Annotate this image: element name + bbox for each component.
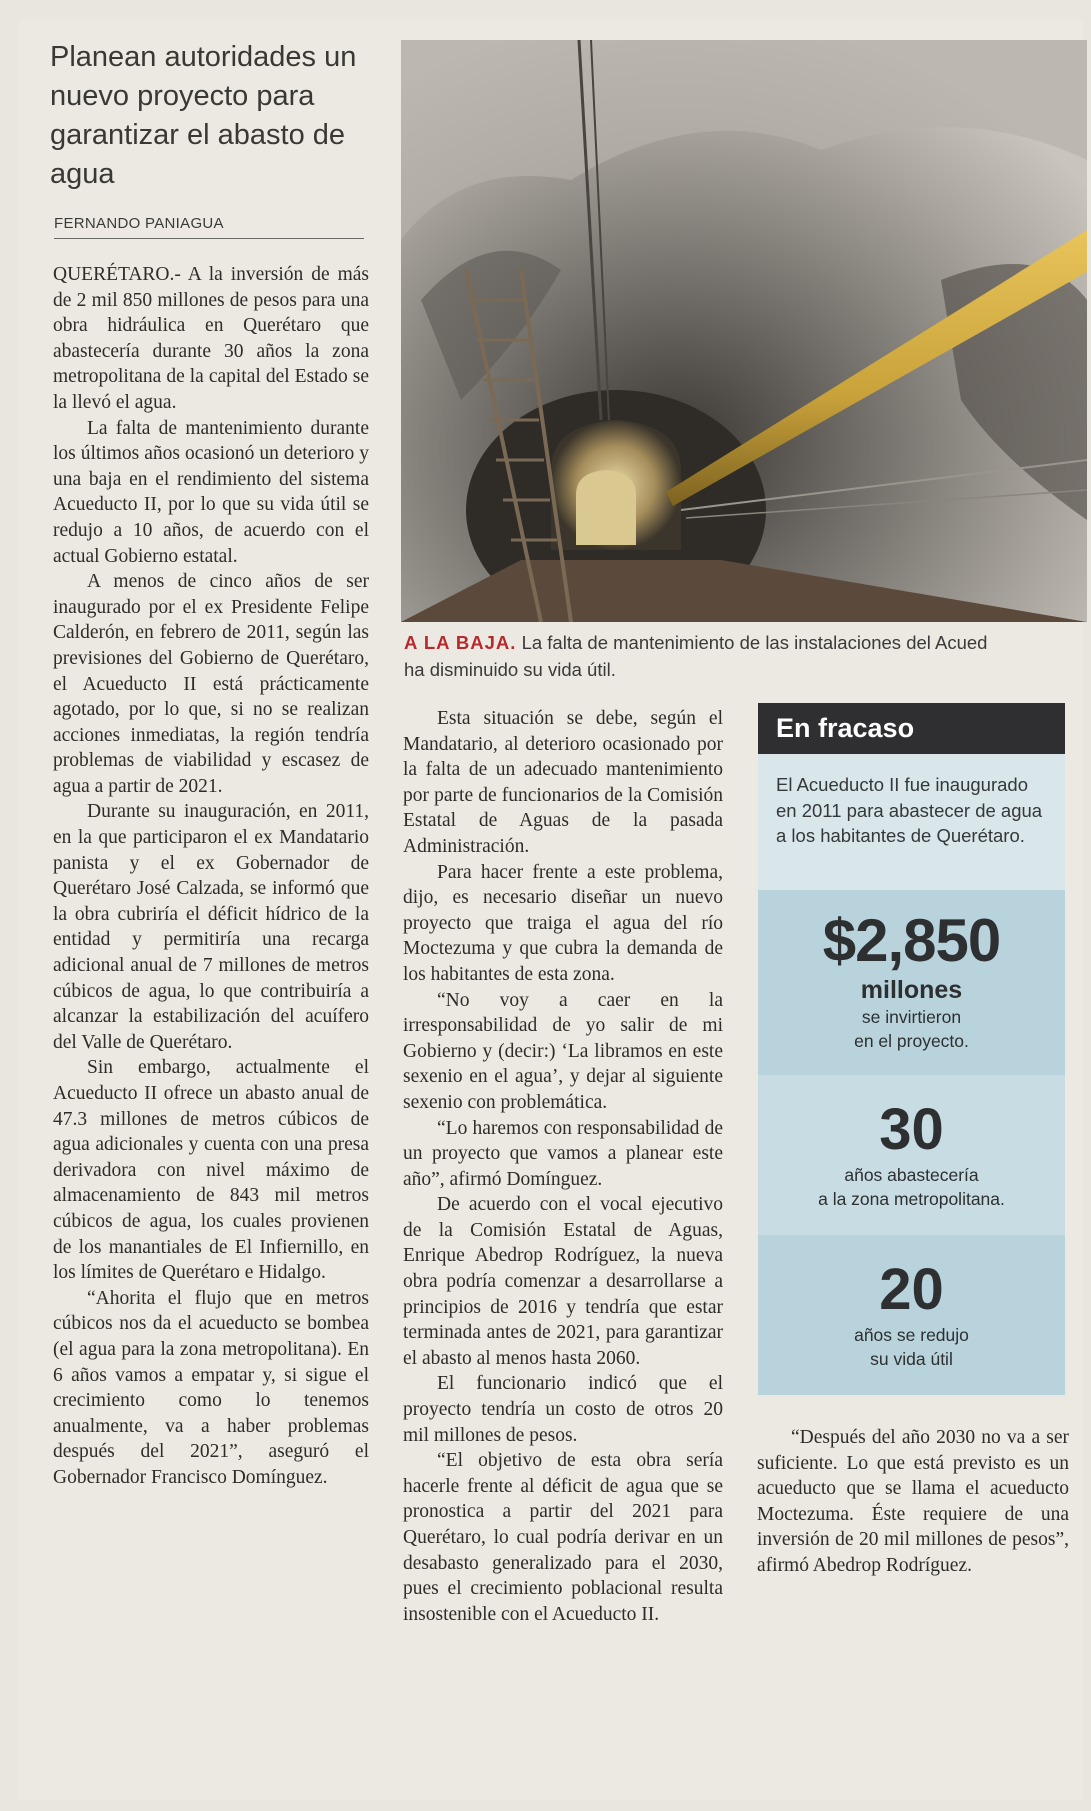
stat-desc: se invirtieron <box>861 1007 962 1027</box>
photo-caption <box>404 629 1089 683</box>
stat-reduced-life <box>758 1235 1065 1395</box>
stat-desc: años abastecería <box>844 1165 979 1185</box>
paragraph: “Lo haremos con responsabilidad de un proyecto que vamos a planear este año”, afirmó Domínguez. <box>403 1117 723 1190</box>
article-column-1 <box>53 262 369 1491</box>
paragraph: La falta de mantenimiento durante los últimos años ocasionó un deterioro y una baja en el rendimiento del sistema Acueducto II, por lo que su vida útil se redujo a 10 años, de acuerdo con el actual Gobierno estatal. <box>53 417 369 567</box>
article-byline: FERNANDO PANIAGUA <box>54 215 364 239</box>
paragraph: Esta situación se debe, según el Mandatario, al deterioro ocasionado por la falta de un adecuado mantenimiento por parte de funcionarios de la Comisión Estatal de Aguas de la pasada Administración. <box>403 708 723 857</box>
stat-value: 20 <box>879 1257 944 1322</box>
caption-line-2: ha disminuido su vida útil. <box>404 659 616 680</box>
paragraph: “Ahorita el flujo que en metros cúbicos nos da el acueducto se bombea (el agua para la zona metropolitana). En 6 años vamos a empatar y, si sigue el crecimiento como lo tenemos anualmente, va a haber problemas después del 2021”, aseguró el Gobernador Francisco Domínguez. <box>53 1287 369 1488</box>
stat-value: 30 <box>879 1097 944 1162</box>
paragraph: “El objetivo de esta obra sería hacerle frente al déficit de agua que se pronostica a partir del 2021 para Querétaro, lo cual podría derivar en un desabasto generalizado para el 2030, pues el crecimiento poblacional resulta insostenible con el Acueducto II. <box>403 1450 723 1625</box>
stat-unit: millones <box>860 976 963 1004</box>
paragraph: A menos de cinco años de ser inaugurado por el ex Presidente Felipe Calderón, en febrero de 2011, según las previsiones del Gobierno de Querétaro, el Acueducto II está prácticamente agotado, por lo que, si no se realizan acciones inmediatas, la región tendría problemas de viabilidad y escasez de agua a partir de 2021. <box>53 571 369 797</box>
paragraph: De acuerdo con el vocal ejecutivo de la Comisión Estatal de Aguas, Enrique Abedrop Rodríguez, la nueva obra podría comenzar a desarrollarse a principios de 2016 y tendría que estar terminada antes de 2021, para garantizar el abasto al menos hasta 2060. <box>403 1194 723 1369</box>
caption-text: La falta de mantenimiento de las instalaciones del Acued <box>516 632 988 653</box>
article-column-2 <box>403 706 723 1627</box>
paragraph: “No voy a caer en la irresponsabilidad de yo salir de mi Gobierno y (decir:) ‘La libramos en este sexenio en el agua’, y dejar al siguiente sexenio con problemática. <box>403 989 723 1113</box>
stat-supply-years <box>758 1075 1065 1235</box>
paragraph: Para hacer frente a este problema, dijo, es necesario diseñar un nuevo proyecto que traiga el agua del río Moctezuma y que cubra la demanda de los habitantes de esta zona. <box>403 861 723 985</box>
stat-value: $2,850 <box>822 907 1001 974</box>
paragraph: “Después del año 2030 no va a ser suficiente. Lo que está previsto es un acueducto que se llama el acueducto Moctezuma. Éste requiere de una inversión de 20 mil millones de pesos”, afirmó Abedrop Rodríguez. <box>757 1427 1069 1576</box>
caption-tag: A LA BAJA. <box>404 632 517 653</box>
tunnel-illustration <box>401 40 1087 622</box>
stat-investment <box>758 890 1065 1075</box>
article-headline: Planean autoridades un nuevo proyecto para garantizar el abasto de agua <box>50 41 357 190</box>
paragraph: El funcionario indicó que el proyecto tendría un costo de otros 20 mil millones de pesos. <box>403 1373 723 1446</box>
stat-desc: años se redujo <box>854 1325 969 1345</box>
paragraph: Sin embargo, actualmente el Acueducto II ofrece un abasto anual de 47.3 millones de metros cúbicos de agua adicionales y cuenta con una presa derivadora con nivel máximo de almacenamiento de 843 mil metros cúbicos de agua, los cuales provienen de los manantiales de El Infiernillo, en los límites de Querétaro e Hidalgo. <box>53 1057 369 1284</box>
caption-line-1 <box>404 629 1089 656</box>
sidebar-intro: El Acueducto II fue inaugurado en 2011 para abastecer de agua a los habitantes de Querétaro. <box>758 754 1065 890</box>
stat-desc: su vida útil <box>870 1349 953 1369</box>
sidebar-title: En fracaso <box>758 703 1065 754</box>
stat-desc: a la zona metropolitana. <box>818 1189 1005 1209</box>
tunnel-photo <box>401 40 1087 622</box>
sidebar-en-fracaso <box>758 703 1065 1395</box>
stat-desc: en el proyecto. <box>854 1031 969 1051</box>
paragraph: Durante su inauguración, en 2011, en la que participaron el ex Mandatario panista y el ex Gobernador de Querétaro José Calzada, se informó que la obra cubriría el déficit hídrico de la entidad y permitiría una recarga adicional anual de 7 millones de metros cúbicos de agua, lo que contribuiría a alcanzar la estabilización del acuífero del Valle de Querétaro. <box>53 801 369 1053</box>
paragraph: QUERÉTARO.- A la inversión de más de 2 mil 850 millones de pesos para una obra hidráulica en Querétaro que abastecería durante 30 años la zona metropolitana de la capital del Estado se la llevó el agua. <box>53 264 369 413</box>
article-column-3 <box>757 1425 1069 1579</box>
